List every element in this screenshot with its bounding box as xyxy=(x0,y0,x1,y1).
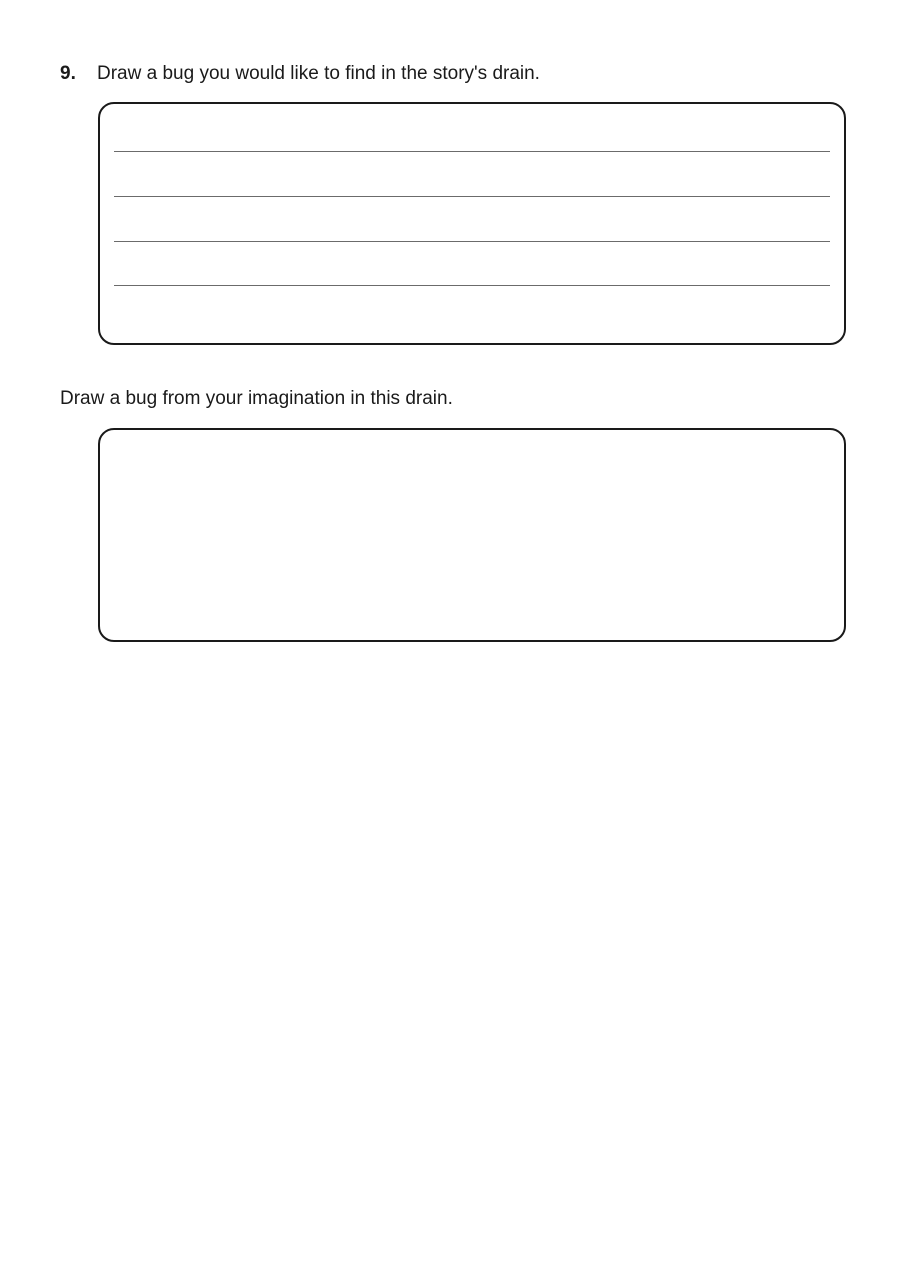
answer-line-4 xyxy=(114,285,830,286)
question-text: Draw a bug you would like to find in the story's drain. xyxy=(97,63,540,84)
drawing-instruction: Draw a bug from your imagination in this drain. xyxy=(60,388,453,409)
answer-line-1 xyxy=(114,151,830,152)
written-answer-box[interactable] xyxy=(98,102,846,345)
question-number: 9. xyxy=(60,63,76,84)
question-9 xyxy=(60,62,540,86)
answer-line-2 xyxy=(114,196,830,197)
drawing-box[interactable] xyxy=(98,428,846,642)
answer-line-3 xyxy=(114,241,830,242)
